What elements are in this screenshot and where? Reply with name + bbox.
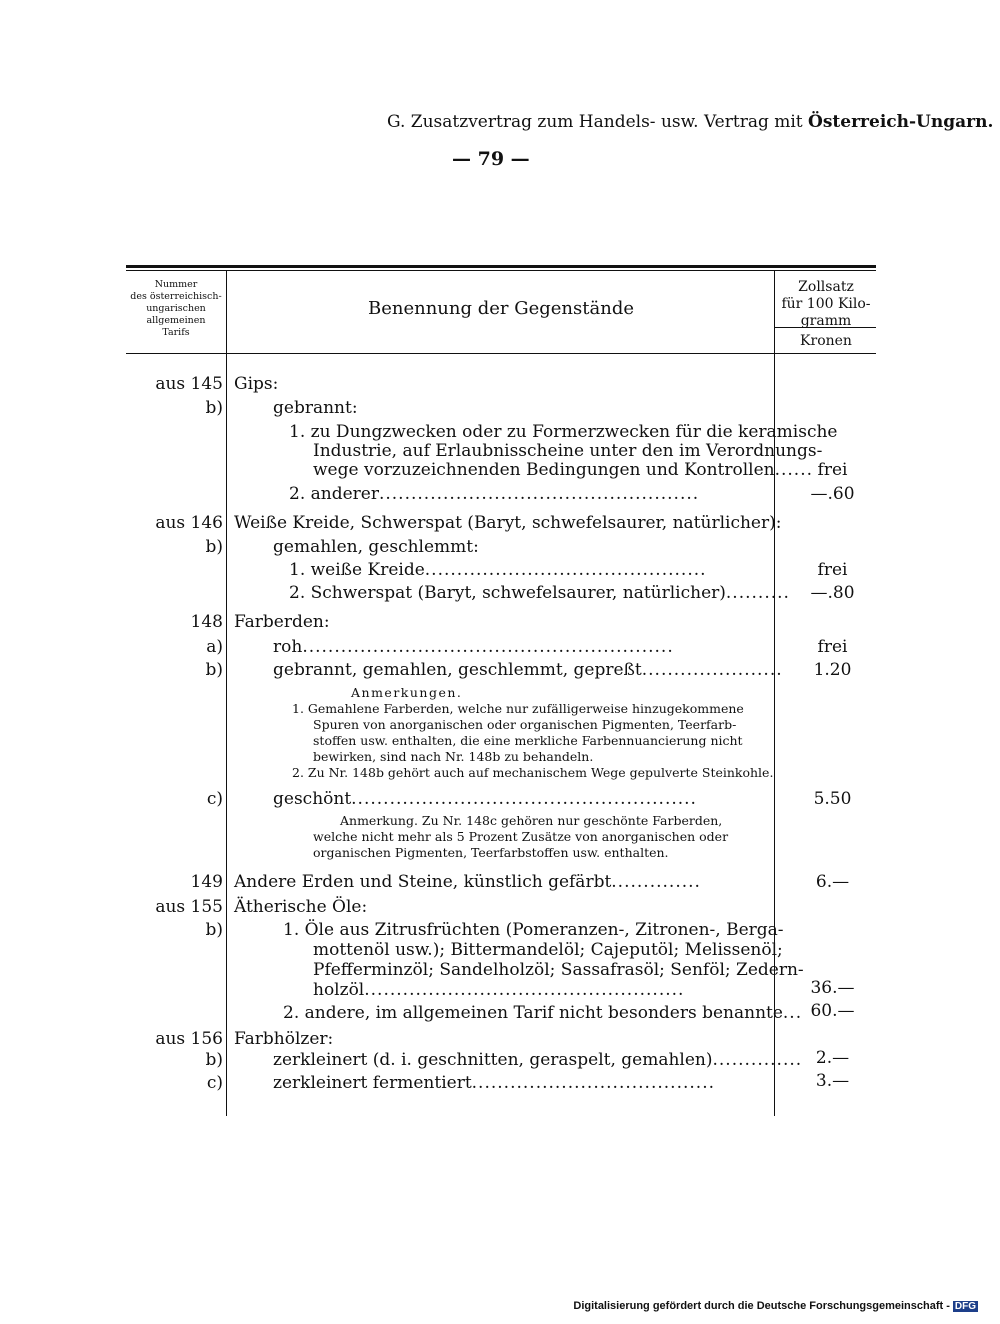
- item-description: 1. Öle aus Zitrusfrüchten (Pomeranzen-, Zitronen-, Berga-: [283, 920, 784, 940]
- header-bottom-rule: [126, 353, 876, 354]
- item-text: 2. andere, im allgemeinen Tarif nicht besonders benannte: [283, 1003, 783, 1023]
- duty-rate: 60.—: [810, 1001, 855, 1021]
- dot-leader: ......................: [641, 660, 783, 680]
- note-line: organischen Pigmenten, Teerfarbstoffen usw. enthalten.: [313, 845, 669, 860]
- item-description-dotted: [289, 560, 765, 580]
- item-description-dotted: [273, 789, 771, 809]
- dot-leader: ......................................................: [351, 789, 697, 809]
- header-text: gramm: [800, 313, 852, 329]
- item-description-dotted: [273, 660, 814, 680]
- table-top-rule-thin: [126, 270, 876, 271]
- item-description-dotted: [273, 1050, 833, 1070]
- dot-leader: ..............: [712, 1050, 803, 1070]
- tariff-number: 149: [190, 872, 223, 892]
- running-head-text: G. Zusatzvertrag zum Handels- usw. Vertrag mit: [387, 112, 809, 132]
- duty-rate: frei: [817, 560, 848, 580]
- item-text: geschönt: [273, 789, 352, 809]
- item-text: 2. Schwerspat (Baryt, schwefelsaurer, natürlicher): [289, 583, 726, 603]
- header-text: des österreichisch-: [130, 291, 222, 302]
- duty-rate: frei: [817, 460, 848, 480]
- note-line: Spuren von anorganischen oder organischen Pigmenten, Teerfarb-: [313, 717, 737, 732]
- item-description-dotted: [313, 980, 754, 1000]
- note-line: 1. Gemahlene Farberden, welche nur zufälligerweise hinzugekommene: [292, 701, 744, 716]
- item-text: holzöl: [313, 980, 365, 1000]
- item-description-dotted: [234, 872, 721, 892]
- tariff-number: aus 146: [155, 513, 223, 533]
- duty-rate: 6.—: [815, 872, 850, 892]
- footer-credit: [573, 1300, 978, 1312]
- tariff-number: aus 145: [155, 374, 223, 394]
- tariff-number: 148: [190, 612, 223, 632]
- item-description-dotted: [283, 1003, 811, 1023]
- item-description: Pfefferminzöl; Sandelholzöl; Sassafrasöl; Senföl; Zedern-: [313, 960, 804, 980]
- header-unit: Kronen: [800, 333, 852, 349]
- header-text: Zollsatz: [798, 279, 854, 295]
- item-description: Farbhölzer:: [234, 1029, 334, 1049]
- tariff-number: b): [205, 1050, 223, 1070]
- item-text: 1. weiße Kreide: [289, 560, 425, 580]
- footer-text: Digitalisierung gefördert durch die Deutsche Forschungsgemeinschaft -: [573, 1300, 950, 1312]
- note-line: stoffen usw. enthalten, die eine merkliche Farbennuancierung nicht: [313, 733, 743, 748]
- tariff-number: c): [206, 1073, 223, 1093]
- header-duty-rate: [776, 279, 876, 330]
- duty-rate: 5.50: [813, 789, 852, 809]
- duty-rate: —.60: [810, 484, 855, 504]
- header-text: allgemeinen: [146, 315, 206, 326]
- item-text: zerkleinert (d. i. geschnitten, geraspelt, gemahlen): [273, 1050, 713, 1070]
- tariff-number: aus 156: [155, 1029, 223, 1049]
- dot-leader: ..................................................: [378, 484, 700, 504]
- duty-rate: 3.—: [815, 1071, 850, 1091]
- column-divider-2: [774, 271, 775, 1116]
- running-head: [387, 112, 993, 132]
- header-text: Nummer: [154, 279, 198, 290]
- note-line: welche nicht mehr als 5 Prozent Zusätze von anorganischen oder: [313, 829, 729, 844]
- item-description: Industrie, auf Erlaubnisscheine unter den im Verordnungs-: [313, 441, 823, 461]
- column-divider-1: [226, 271, 227, 1116]
- tariff-number: aus 155: [155, 897, 223, 917]
- item-description: gebrannt:: [273, 398, 358, 418]
- item-description: mottenöl usw.); Bittermandelöl; Cajeputöl; Melissenöl;: [313, 940, 783, 960]
- running-head-country: Österreich-Ungarn.: [808, 112, 994, 132]
- item-description: Gips:: [234, 374, 279, 394]
- duty-rate: —.80: [810, 583, 855, 603]
- item-description-dotted: [273, 637, 758, 657]
- dot-leader: ...: [782, 1003, 803, 1023]
- item-text: zerkleinert fermentiert: [273, 1073, 472, 1093]
- item-text: gebrannt, gemahlen, geschlemmt, gepreßt: [273, 660, 642, 680]
- dot-leader: ......................................: [471, 1073, 716, 1093]
- duty-rate: 36.—: [810, 978, 855, 998]
- tariff-number: c): [206, 789, 223, 809]
- header-text: für 100 Kilo-: [781, 296, 871, 312]
- page-number: — 79 —: [452, 148, 530, 170]
- note-heading: Anmerkungen.: [351, 685, 463, 700]
- dot-leader: ......: [774, 460, 814, 480]
- item-text: Andere Erden und Steine, künstlich gefärbt: [234, 872, 612, 892]
- item-text: wege vorzuzeichnenden Bedingungen und Kontrollen: [313, 460, 775, 480]
- dot-leader: ..........: [725, 583, 790, 603]
- duty-rate: frei: [817, 637, 848, 657]
- item-description: 1. zu Dungzwecken oder zu Formerzwecken für die keramische: [289, 422, 838, 442]
- dot-leader: ..................................................: [364, 980, 685, 1000]
- table-top-rule: [126, 265, 876, 268]
- tariff-number: b): [205, 537, 223, 557]
- tariff-number: b): [205, 660, 223, 680]
- header-tariff-number: [126, 279, 226, 339]
- item-description: Weiße Kreide, Schwerspat (Baryt, schwefelsaurer, natürlicher):: [234, 513, 782, 533]
- item-text: 2. anderer: [289, 484, 379, 504]
- item-description: Farberden:: [234, 612, 330, 632]
- header-text: Tarifs: [162, 327, 190, 338]
- dot-leader: ............................................: [424, 560, 707, 580]
- dot-leader: ..........................................................: [302, 637, 674, 657]
- item-description-dotted: [289, 484, 769, 504]
- dfg-logo: DFG: [954, 1301, 976, 1312]
- item-description-dotted: [313, 460, 835, 480]
- header-text: ungarischen: [146, 303, 206, 314]
- tariff-number: b): [205, 398, 223, 418]
- item-description: Ätherische Öle:: [234, 897, 368, 917]
- tariff-number: a): [206, 637, 223, 657]
- header-description: Benennung der Gegenstände: [367, 298, 634, 319]
- duty-rate: 2.—: [815, 1048, 850, 1068]
- note-line: Anmerkung. Zu Nr. 148c gehören nur geschönte Farberden,: [340, 813, 723, 828]
- tariff-number: b): [205, 920, 223, 940]
- note-line: 2. Zu Nr. 148b gehört auch auf mechanischem Wege gepulverte Steinkohle.: [292, 765, 774, 780]
- item-text: roh: [273, 637, 303, 657]
- item-description-dotted: [273, 1073, 772, 1093]
- item-description: gemahlen, geschlemmt:: [273, 537, 479, 557]
- duty-rate: 1.20: [813, 660, 852, 680]
- item-description-dotted: [289, 583, 814, 603]
- note-line: bewirken, sind nach Nr. 148b zu behandeln.: [313, 749, 594, 764]
- dot-leader: ..............: [611, 872, 701, 892]
